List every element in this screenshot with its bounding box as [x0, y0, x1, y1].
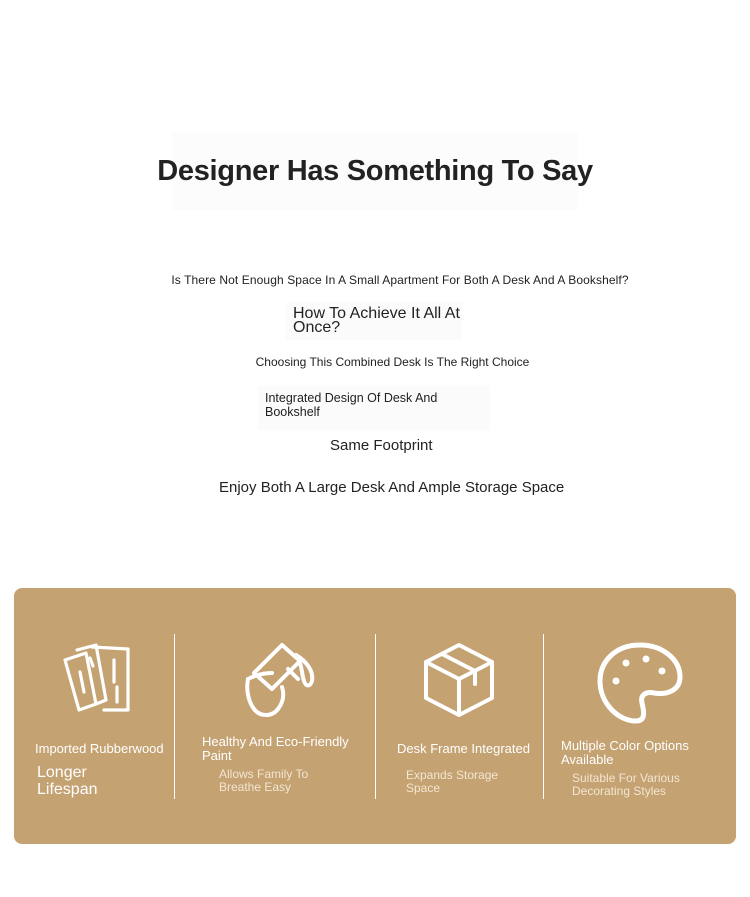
feature-subtitle: Expands Storage Space — [406, 768, 499, 795]
heading-box — [157, 132, 593, 210]
question-line: Is There Not Enough Space In A Small Apartment For Both A Desk And A Bookshelf? — [171, 273, 629, 287]
wood-planks-icon — [62, 642, 134, 716]
divider — [375, 634, 376, 799]
palette-icon — [596, 641, 684, 725]
feature-subtitle: Longer Lifespan — [37, 764, 98, 798]
divider — [543, 634, 544, 799]
feature-title: Imported Rubberwood — [35, 741, 164, 756]
feature-subtitle: Allows Family To Breathe Easy — [219, 767, 309, 794]
enjoy-line: Enjoy Both A Large Desk And Ample Storage Space — [219, 479, 565, 496]
box-icon — [422, 642, 496, 718]
paint-bucket-icon — [240, 641, 320, 719]
feature-title: Desk Frame Integrated — [397, 741, 530, 756]
page-title: Designer Has Something To Say — [157, 154, 593, 187]
feature-title: Multiple Color Options Available — [561, 738, 689, 767]
choice-line: Choosing This Combined Desk Is The Right Choice — [255, 355, 530, 369]
achieve-line: How To Achieve It All At Once? — [293, 305, 460, 336]
feature-title: Healthy And Eco-Friendly Paint — [202, 734, 349, 763]
divider — [174, 634, 175, 799]
footprint-line: Same Footprint — [330, 437, 433, 454]
feature-subtitle: Suitable For Various Decorating Styles — [572, 771, 680, 798]
integrated-line: Integrated Design Of Desk And Bookshelf — [265, 391, 438, 419]
